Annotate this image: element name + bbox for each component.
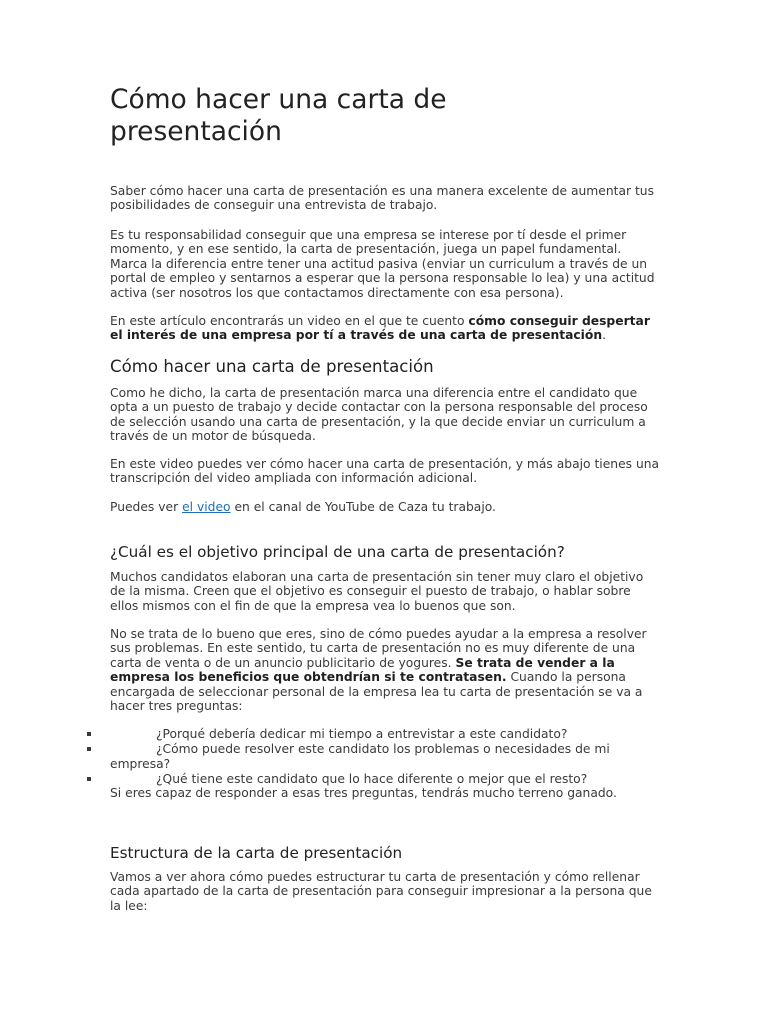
- page-title-line-2: presentación: [110, 116, 282, 147]
- page-title: [110, 84, 662, 148]
- section2-paragraph-2: [110, 627, 662, 713]
- section1-paragraph-3-start: Puedes ver: [110, 500, 183, 514]
- page-title-line-1: Cómo hacer una carta de: [110, 84, 447, 115]
- section2-after-list: Si eres capaz de responder a esas tres preguntas, tendrás mucho terreno ganado.: [110, 786, 617, 800]
- list-item: [110, 742, 670, 756]
- list-item: [110, 727, 670, 741]
- section1-paragraph-3: [110, 500, 662, 514]
- bullet-square-icon: [87, 732, 91, 736]
- list-item-continuation: [110, 757, 670, 771]
- section2-paragraph-2-end: Cuando la persona encargada de seleccionar personal de la empresa lea tu carta de presentación se va a hacer tres preguntas:: [110, 670, 643, 714]
- section1-paragraph-3-end: en el canal de YouTube de Caza tu trabajo.: [230, 500, 496, 514]
- intro-paragraph-3-start: En este artículo encontrarás un video en el que te cuento: [110, 314, 469, 328]
- bullet-square-icon: [87, 747, 91, 751]
- intro-paragraph-3-bold: cómo conseguir despertar el interés de una empresa por tí a través de una carta de presentación: [110, 314, 650, 343]
- section2-paragraph-2-bold: Se trata de vender a la empresa los beneficios que obtendrían si te contratasen.: [110, 655, 615, 685]
- video-link[interactable]: el video: [182, 500, 231, 514]
- list-item-text: ¿Cómo puede resolver este candidato los problemas o necesidades de mi: [156, 742, 610, 756]
- section-heading-objetivo: ¿Cuál es el objetivo principal de una carta de presentación?: [110, 543, 565, 561]
- section3-paragraph-1: Vamos a ver ahora cómo puedes estructurar tu carta de presentación y cómo rellenar cada apartado de la carta de presentación para conseguir impresionar a la persona que la lee:: [110, 870, 652, 913]
- list-item-text: ¿Porqué debería dedicar mi tiempo a entrevistar a este candidato?: [156, 727, 568, 741]
- section2-paragraph-1: Muchos candidatos elaboran una carta de presentación sin tener muy claro el objetivo de la misma. Creen que el objetivo es conseguir el puesto de trabajo, o hablar sobre ellos mismos con el fin de que la empresa vea lo buenos que son.: [110, 570, 644, 613]
- section1-paragraph-1: Como he dicho, la carta de presentación marca una diferencia entre el candidato que opta a un puesto de trabajo y decide contactar con la persona responsable del proceso de selección usando una carta de presentación, y la que decide enviar un curriculum a través de un motor de búsqueda.: [110, 386, 648, 444]
- section-heading-estructura: Estructura de la carta de presentación: [110, 844, 403, 862]
- list-item-text: ¿Qué tiene este candidato que lo hace diferente o mejor que el resto?: [156, 772, 588, 786]
- section-heading-como-hacer: Cómo hacer una carta de presentación: [110, 357, 434, 376]
- section2-paragraph-2-start: No se trata de lo bueno que eres, sino de cómo puedes ayudar a la empresa a resolver sus problemas. En este sentido, tu carta de presentación no es muy diferente de una carta de venta o de un anuncio publicitario de yogures.: [110, 627, 647, 670]
- intro-paragraph-1: Saber cómo hacer una carta de presentación es una manera excelente de aumentar tus posibilidades de conseguir una entrevista de trabajo.: [110, 184, 654, 213]
- list-item: [110, 772, 670, 786]
- section1-paragraph-2: En este video puedes ver cómo hacer una carta de presentación, y más abajo tienes una transcripción del video ampliada con información adicional.: [110, 457, 660, 486]
- bullet-square-icon: [87, 777, 91, 781]
- intro-paragraph-3-end: .: [602, 328, 607, 343]
- intro-paragraph-2: Es tu responsabilidad conseguir que una empresa se interese por tí desde el primer momento, y en ese sentido, la carta de presentación, juega un papel fundamental. Marca la diferencia entre tener una actitud pasiva (enviar un curriculum a través de un portal de empleo y sentarnos a esperar que la persona responsable lo lea) y una actitud activa (ser nosotros los que contactamos directamente con esa persona).: [110, 228, 655, 300]
- list-item-text: empresa?: [110, 757, 171, 771]
- intro-paragraph-3: [110, 314, 662, 343]
